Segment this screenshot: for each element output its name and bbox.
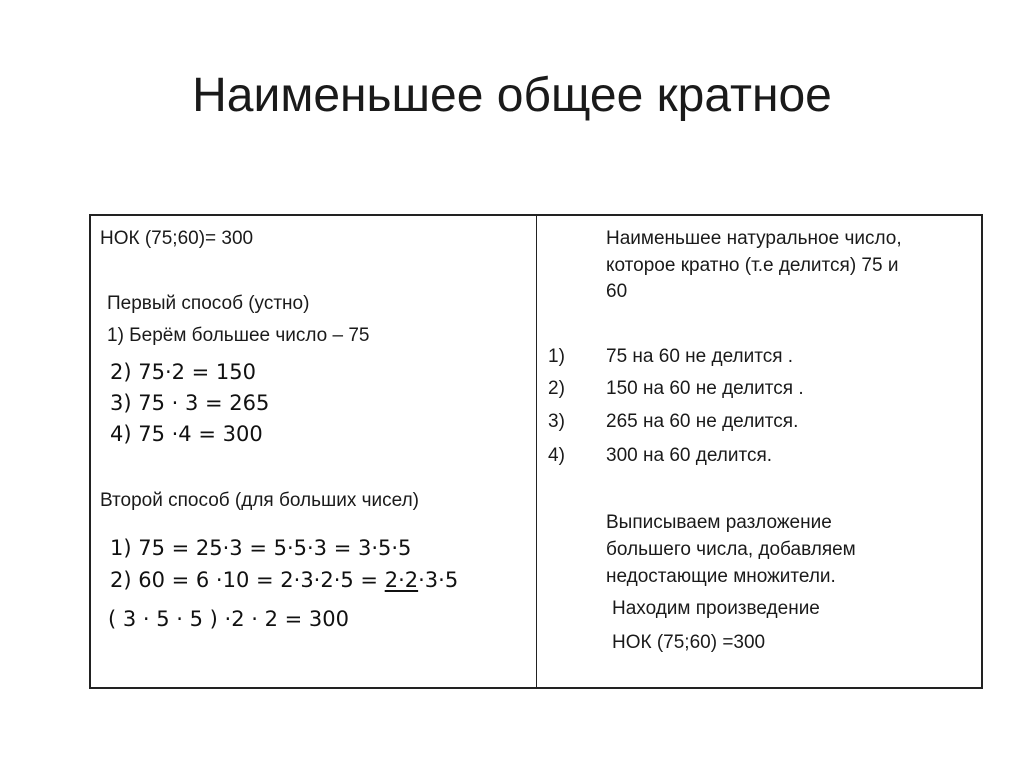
method2-title: Второй способ (для больших чисел)	[100, 490, 420, 511]
method1-step3: 3) 75 · 3 = 265	[110, 391, 270, 415]
method2-explain-line3: недостающие множители.	[606, 566, 836, 587]
check-num-4: 4)	[548, 445, 565, 466]
method2-explain-line1: Выписываем разложение	[606, 512, 832, 533]
method1-step4: 4) 75 ·4 = 300	[110, 422, 263, 446]
method2-result: ( 3 · 5 · 5 ) ·2 · 2 = 300	[108, 607, 349, 631]
check-text-2: 150 на 60 не делится .	[606, 378, 804, 399]
definition-line1: Наименьшее натуральное число,	[606, 228, 902, 249]
check-text-1: 75 на 60 не делится .	[606, 346, 794, 367]
check-num-2: 2)	[548, 378, 565, 399]
method2-line1: 1) 75 = 25·3 = 5·5·3 = 3·5·5	[110, 536, 412, 560]
definition-line2: которое кратно (т.е делится) 75 и	[606, 255, 899, 276]
method2-line2-prefix: 2) 60 = 6 ·10 = 2·3·2·5 =	[110, 568, 385, 592]
definition-line3: 60	[606, 281, 628, 302]
method2-line2-underlined: 2·2	[384, 568, 419, 592]
method2-explain-line2: большего числа, добавляем	[606, 539, 856, 560]
nok-statement: НОК (75;60)= 300	[100, 228, 254, 249]
check-text-3: 265 на 60 не делится.	[606, 411, 799, 432]
method1-step1: 1) Берём большее число – 75	[107, 325, 370, 346]
method1-title: Первый способ (устно)	[107, 293, 310, 314]
result-line: НОК (75;60) =300	[612, 632, 766, 653]
slide-title: Наименьшее общее кратное	[192, 69, 832, 122]
column-divider	[536, 214, 537, 689]
check-num-3: 3)	[548, 411, 565, 432]
check-num-1: 1)	[548, 346, 565, 367]
method2-line2-suffix: ·3·5	[418, 568, 459, 592]
method2-line2	[110, 567, 458, 593]
check-text-4: 300 на 60 делится.	[606, 445, 773, 466]
method1-step2: 2) 75·2 = 150	[110, 360, 257, 384]
product-line: Находим произведение	[612, 598, 820, 619]
